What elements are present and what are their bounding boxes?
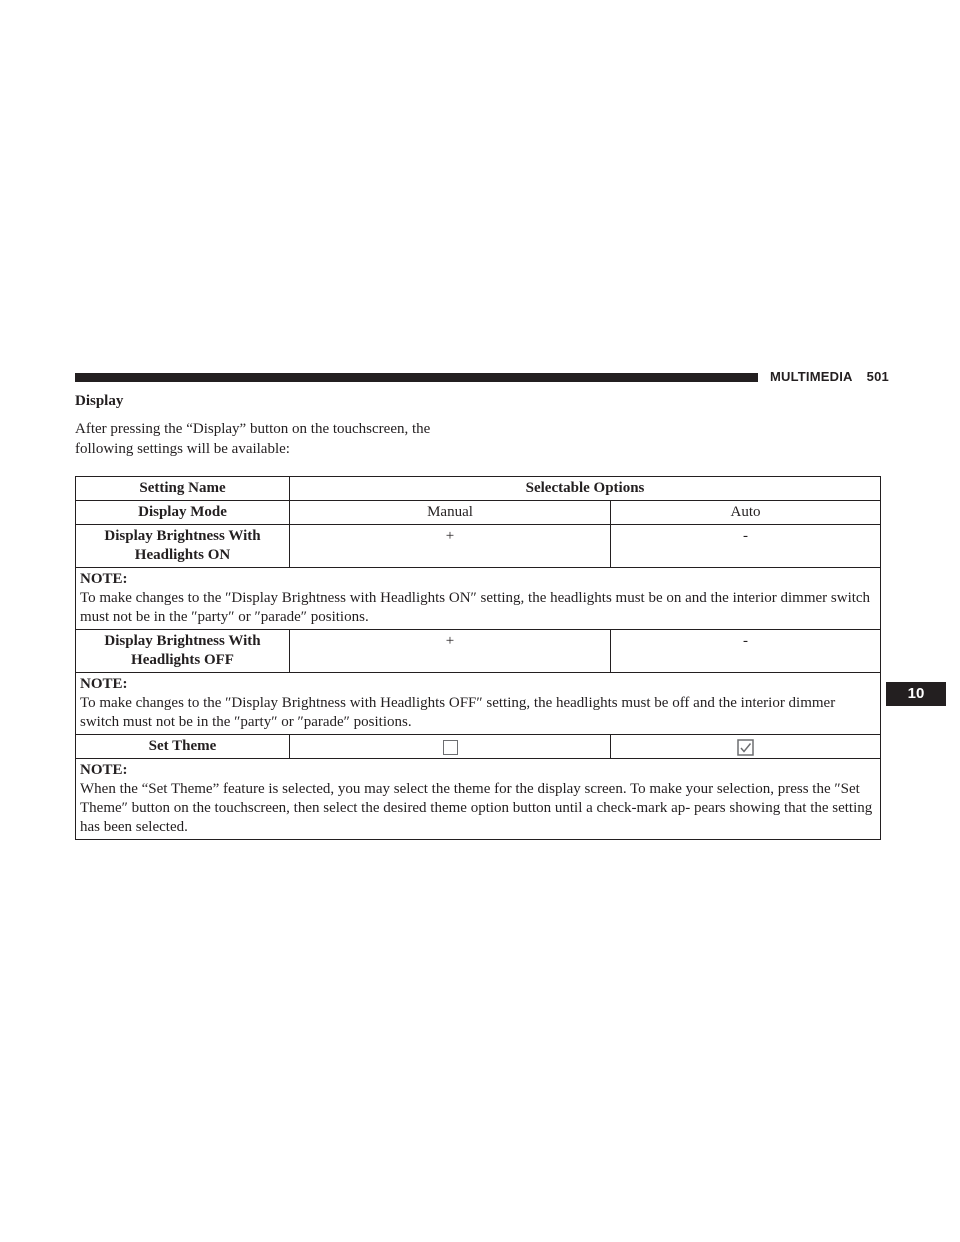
display-settings-table — [75, 476, 881, 840]
option-cell — [611, 735, 881, 759]
intro-paragraph: After pressing the “Display” button on the touchscreen, the following settings will be available: — [75, 421, 431, 457]
note-cell — [76, 759, 881, 840]
option-value: + — [290, 525, 611, 568]
option-cell — [290, 735, 611, 759]
note-label: NOTE: — [80, 676, 128, 692]
note-text: To make changes to the ″Display Brightness with Headlights ON″ setting, the headlights must be on and the interior dimmer switch must not be in the ″party″ or ″parade″ positions. — [80, 590, 871, 625]
table-row — [76, 735, 881, 759]
option-value: Manual — [290, 501, 611, 525]
note-row — [76, 759, 881, 840]
table-row — [76, 630, 881, 673]
setting-name: Display Brightness With Headlights ON — [76, 525, 290, 568]
setting-name: Set Theme — [76, 735, 290, 759]
page-number: 501 — [866, 369, 889, 384]
option-value: - — [611, 525, 881, 568]
column-header-options: Selectable Options — [290, 477, 881, 501]
setting-name: Display Brightness With Headlights OFF — [76, 630, 290, 673]
option-value: Auto — [611, 501, 881, 525]
option-value: - — [611, 630, 881, 673]
table-row — [76, 501, 881, 525]
note-label: NOTE: — [80, 762, 128, 778]
table-header-row — [76, 477, 881, 501]
table-row — [76, 525, 881, 568]
note-cell — [76, 568, 881, 630]
note-row — [76, 568, 881, 630]
note-text: To make changes to the ″Display Brightness with Headlights OFF″ setting, the headlights must be off and the interior dimmer switch must not be in the ″party″ or ″parade″ positions. — [80, 695, 836, 730]
note-text: When the “Set Theme” feature is selected, you may select the theme for the display screen. To make your selection, press the ″Set Theme″ button on the touchscreen, then select the desired theme option button until a check-mark ap- pears showing that the setting has been selected. — [80, 781, 873, 835]
setting-name: Display Mode — [76, 501, 290, 525]
checkbox-checked-icon — [737, 739, 754, 756]
note-cell — [76, 673, 881, 735]
option-value: + — [290, 630, 611, 673]
checkbox-empty-icon — [443, 740, 458, 755]
running-header — [770, 369, 889, 384]
note-row — [76, 673, 881, 735]
section-title: MULTIMEDIA — [770, 369, 853, 384]
note-label: NOTE: — [80, 571, 128, 587]
chapter-tab: 10 — [886, 682, 946, 706]
column-header-setting: Setting Name — [76, 477, 290, 501]
section-heading: Display — [75, 393, 124, 409]
header-rule — [75, 373, 758, 382]
